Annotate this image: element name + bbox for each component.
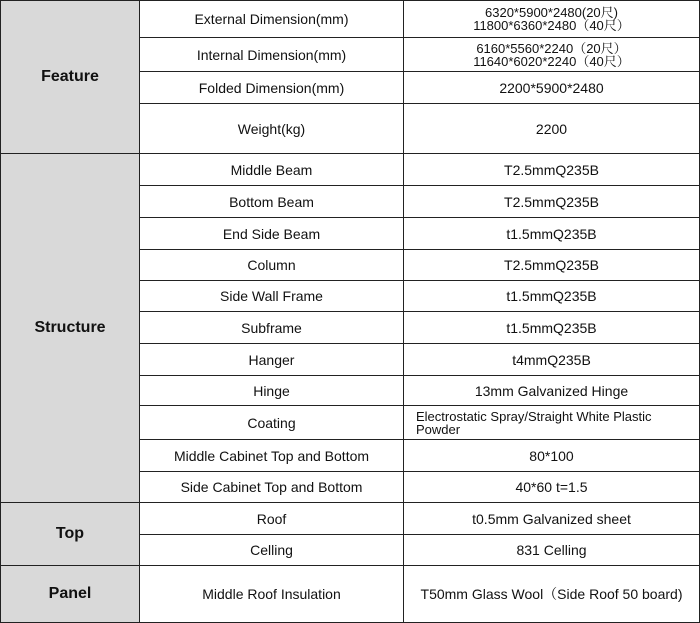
- row-label-subframe: Subframe: [140, 312, 404, 344]
- row-label-bottom-beam: Bottom Beam: [140, 186, 404, 218]
- value-line: 6160*5560*2240（20尺）: [476, 40, 627, 56]
- row-label-external-dimension: External Dimension(mm): [140, 1, 404, 38]
- row-value-middle-roof-insulation: T50mm Glass Wool（Side Roof 50 board): [404, 566, 700, 623]
- row-value-end-side-beam: t1.5mmQ235B: [404, 218, 700, 250]
- row-label-hanger: Hanger: [140, 344, 404, 376]
- value-line: 11640*6020*2240（40尺）: [473, 53, 630, 69]
- value-line: 11800*6360*2480（40尺）: [473, 18, 630, 33]
- row-label-side-cabinet: Side Cabinet Top and Bottom: [140, 472, 404, 503]
- section-top: Top: [1, 503, 140, 566]
- row-value-internal-dimension: [404, 38, 700, 72]
- row-label-folded-dimension: Folded Dimension(mm): [140, 72, 404, 104]
- table-row: [1, 566, 700, 623]
- row-label-middle-cabinet: Middle Cabinet Top and Bottom: [140, 440, 404, 472]
- value-line: 6320*5900*2480(20尺): [485, 5, 618, 20]
- row-value-middle-beam: T2.5mmQ235B: [404, 154, 700, 186]
- row-label-roof: Roof: [140, 503, 404, 535]
- row-label-middle-beam: Middle Beam: [140, 154, 404, 186]
- row-value-celling: 831 Celling: [404, 535, 700, 566]
- row-value-hanger: t4mmQ235B: [404, 344, 700, 376]
- row-value-bottom-beam: T2.5mmQ235B: [404, 186, 700, 218]
- row-value-hinge: 13mm Galvanized Hinge: [404, 376, 700, 406]
- row-value-side-wall-frame: t1.5mmQ235B: [404, 281, 700, 312]
- row-label-hinge: Hinge: [140, 376, 404, 406]
- value-line: Electrostatic Spray/Straight White Plastic: [416, 408, 652, 424]
- row-value-external-dimension: [404, 1, 700, 38]
- row-label-celling: Celling: [140, 535, 404, 566]
- row-label-side-wall-frame: Side Wall Frame: [140, 281, 404, 312]
- table-row: [1, 503, 700, 535]
- row-label-column: Column: [140, 250, 404, 281]
- row-label-middle-roof-insulation: Middle Roof Insulation: [140, 566, 404, 623]
- row-value-roof: t0.5mm Galvanized sheet: [404, 503, 700, 535]
- row-label-coating: Coating: [140, 406, 404, 440]
- table-row: [1, 1, 700, 38]
- section-panel: Panel: [1, 566, 140, 623]
- row-value-subframe: t1.5mmQ235B: [404, 312, 700, 344]
- table-row: [1, 154, 700, 186]
- section-structure: Structure: [1, 154, 140, 503]
- row-value-column: T2.5mmQ235B: [404, 250, 700, 281]
- section-feature: Feature: [1, 1, 140, 154]
- row-label-weight: Weight(kg): [140, 104, 404, 154]
- row-value-side-cabinet: 40*60 t=1.5: [404, 472, 700, 503]
- value-line: Powder: [416, 421, 461, 437]
- row-value-middle-cabinet: 80*100: [404, 440, 700, 472]
- row-value-weight: 2200: [404, 104, 700, 154]
- row-value-folded-dimension: 2200*5900*2480: [404, 72, 700, 104]
- row-label-end-side-beam: End Side Beam: [140, 218, 404, 250]
- row-value-coating: [404, 406, 700, 440]
- row-label-internal-dimension: Internal Dimension(mm): [140, 38, 404, 72]
